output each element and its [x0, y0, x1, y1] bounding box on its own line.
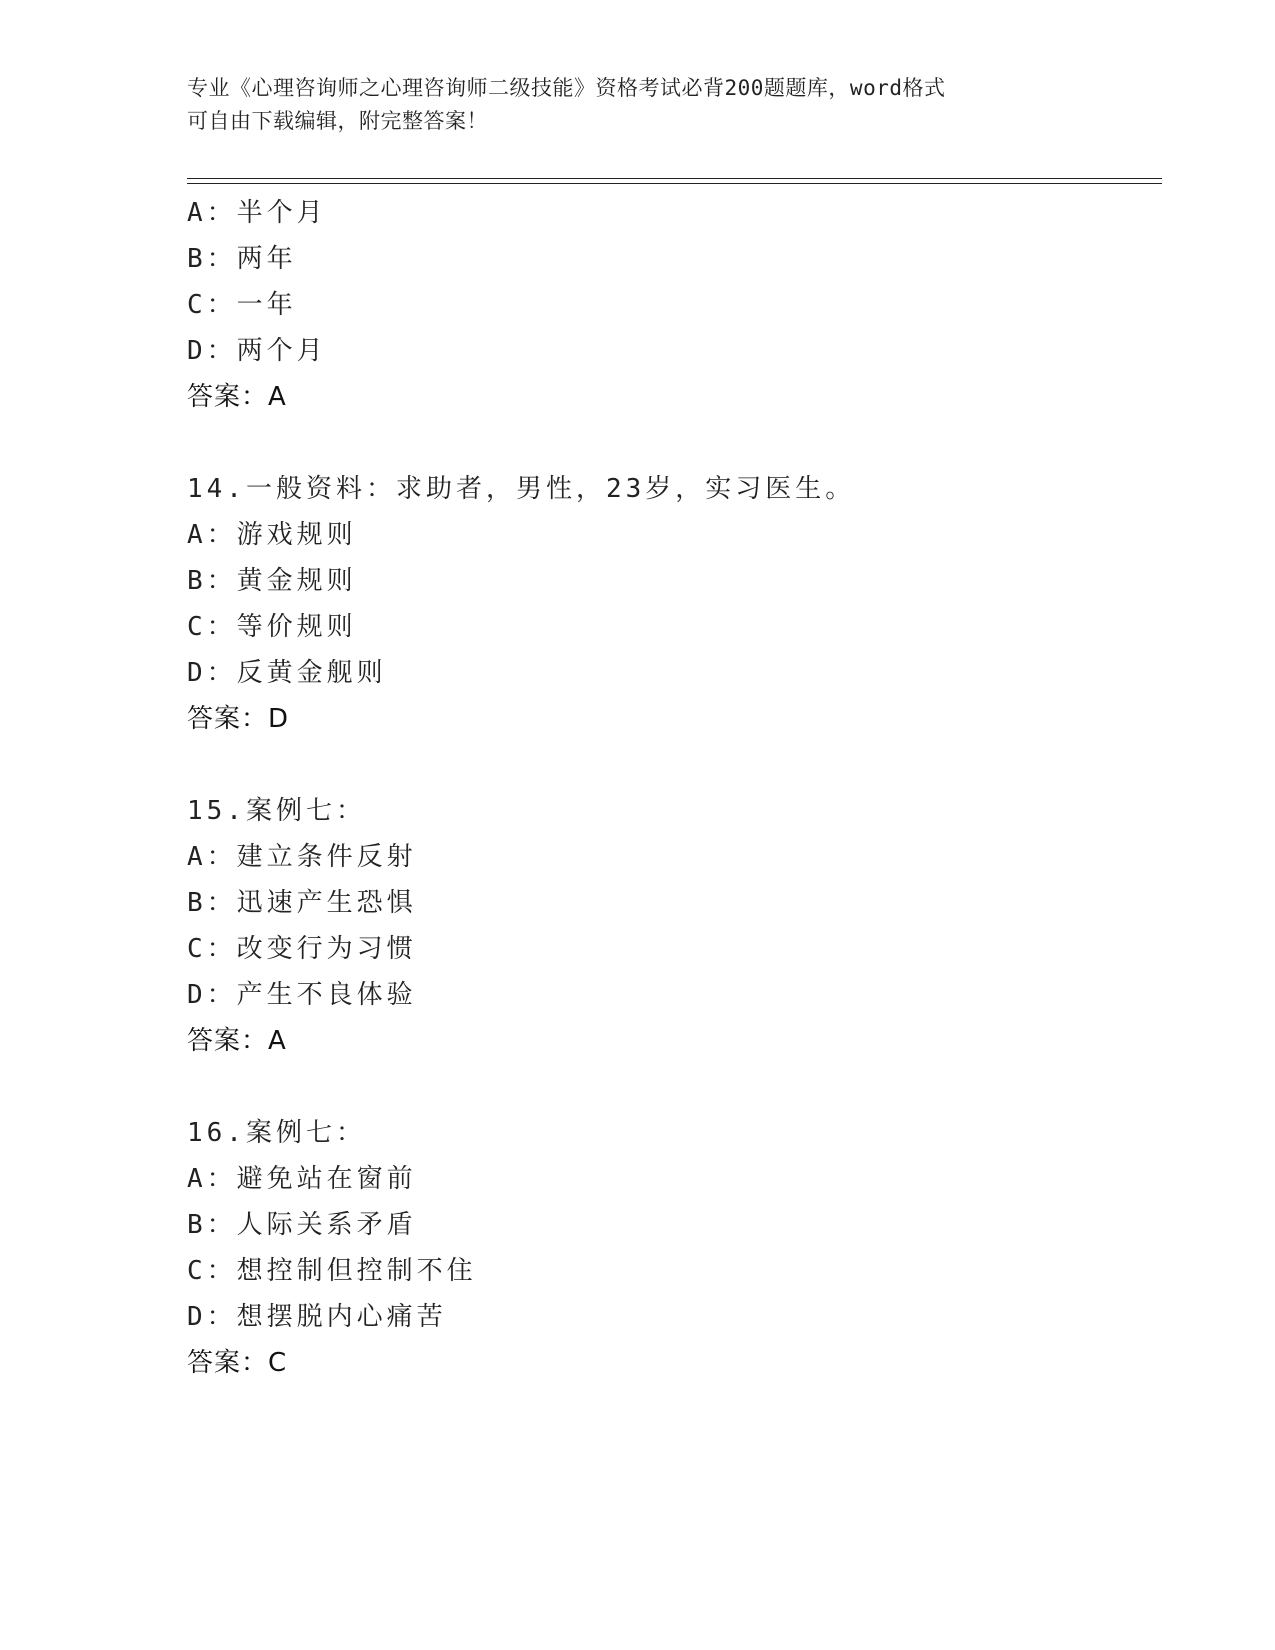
question-14-option-d: D：反黄金舰则 [187, 658, 387, 688]
question-16-option-c: C：想控制但控制不住 [187, 1256, 477, 1286]
question-13-option-d: D：两个月 [187, 336, 327, 366]
question-14-stem: 14.一般资料：求助者，男性，23岁，实习医生。 [187, 474, 856, 504]
question-15-block [187, 788, 1147, 1064]
question-14-block [187, 466, 1147, 742]
question-16-block [187, 1110, 1147, 1386]
question-15-answer: 答案：A [187, 1026, 287, 1056]
question-list [187, 190, 1147, 1386]
spacer [187, 742, 1147, 788]
question-13-option-c: C：一年 [187, 290, 297, 320]
question-15-option-a: A：建立条件反射 [187, 842, 417, 872]
question-16-answer: 答案：C [187, 1348, 288, 1378]
question-13-block [187, 190, 1147, 420]
question-16-option-d: D：想摆脱内心痛苦 [187, 1302, 447, 1332]
question-14-option-a: A：游戏规则 [187, 520, 357, 550]
question-16-option-b: B：人际关系矛盾 [187, 1210, 417, 1240]
question-13-option-b: B：两年 [187, 244, 297, 274]
question-15-option-c: C：改变行为习惯 [187, 934, 417, 964]
question-15-option-d: D：产生不良体验 [187, 980, 417, 1010]
question-13-answer: 答案：A [187, 382, 287, 412]
document-header [187, 72, 1087, 138]
header-divider-bottom [187, 183, 1162, 184]
question-14-option-b: B：黄金规则 [187, 566, 357, 596]
question-16-option-a: A：避免站在窗前 [187, 1164, 417, 1194]
header-divider-top [187, 178, 1162, 179]
question-13-option-a: A：半个月 [187, 198, 327, 228]
question-15-option-b: B：迅速产生恐惧 [187, 888, 417, 918]
header-title-line-1: 专业《心理咨询师之心理咨询师二级技能》资格考试必背200题题库，word格式 [187, 76, 946, 100]
spacer [187, 420, 1147, 466]
header-title-line-2: 可自由下载编辑，附完整答案！ [187, 109, 488, 133]
question-15-stem: 15.案例七： [187, 796, 366, 826]
question-16-stem: 16.案例七： [187, 1118, 366, 1148]
question-14-option-c: C：等价规则 [187, 612, 357, 642]
spacer [187, 1064, 1147, 1110]
question-14-answer: 答案：D [187, 704, 290, 734]
